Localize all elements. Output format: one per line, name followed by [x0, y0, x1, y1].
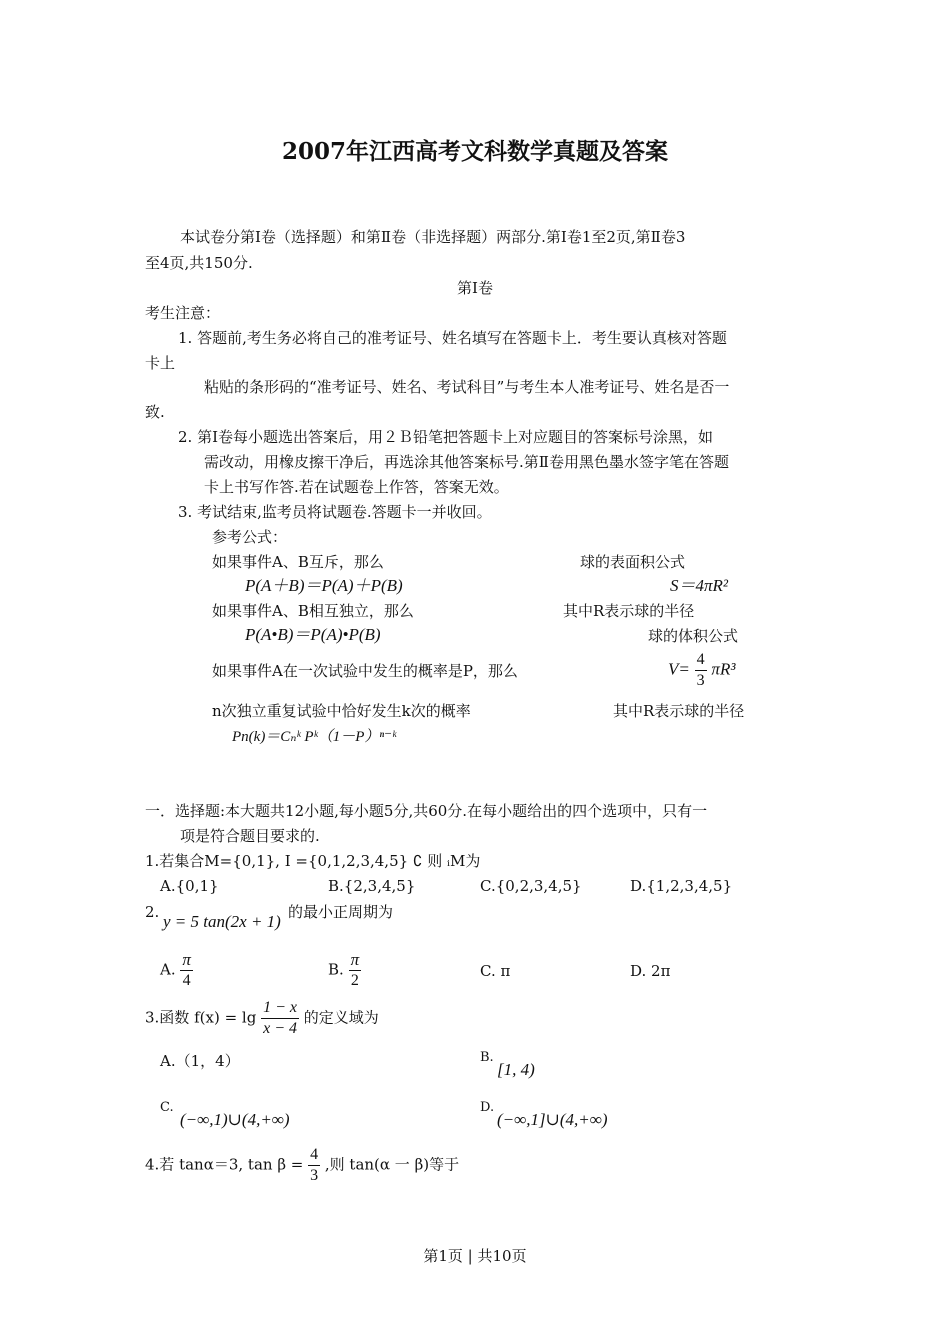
- question-2-option-a-fraction: [180, 950, 193, 991]
- question-3-prefix: 3.函数 f(x) = lg: [145, 1008, 257, 1027]
- notice-3: 3. 考试结束,监考员将试题卷.答题卡一并收回。: [178, 503, 492, 521]
- question-4-prefix: 4.若 tanα＝3, tan β =: [145, 1155, 304, 1174]
- question-2-option-c: C. π: [480, 962, 511, 980]
- formula-sphere-area-equation: S＝4πR²: [670, 576, 728, 595]
- formula-mutual-label: 如果事件A、B互斥，那么: [212, 553, 384, 571]
- question-2-option-a-denominator: 4: [182, 972, 191, 989]
- question-3-option-c: (−∞,1)∪(4,+∞): [180, 1110, 290, 1129]
- question-4-suffix: ,则 tan(α 一 β)等于: [324, 1155, 460, 1174]
- question-3-option-d-label: D.: [480, 1100, 495, 1115]
- question-2-option-d: D. 2π: [630, 962, 671, 980]
- question-3-numerator: 1 − x: [261, 998, 299, 1019]
- question-4-denominator: 3: [310, 1167, 319, 1184]
- question-2-option-b-fraction: [349, 950, 362, 991]
- question-3-suffix: 的定义域为: [303, 1008, 379, 1027]
- question-1-option-a: A.{0,1}: [160, 877, 219, 895]
- formula-sphere-area-label: 球的表面积公式: [580, 553, 686, 571]
- question-2-option-b-denominator: 2: [350, 972, 359, 989]
- question-4-numerator: 4: [308, 1145, 320, 1166]
- question-3-option-d: (−∞,1]∪(4,+∞): [497, 1110, 608, 1129]
- notice-2-line-1: 2. 第Ⅰ卷每小题选出答案后，用２Ｂ铅笔把答题卡上对应题目的答案标号涂黑，如: [178, 428, 714, 446]
- notice-1-line-2: 卡上: [145, 354, 176, 372]
- intro-line-1: 本试卷分第Ⅰ卷（选择题）和第Ⅱ卷（非选择题）两部分.第Ⅰ卷1至2页,第Ⅱ卷3: [180, 228, 686, 246]
- question-2-expression: y = 5 tan(2x + 1): [163, 912, 281, 931]
- volume-fraction: [695, 650, 707, 691]
- question-2-option-a-numerator: π: [182, 950, 191, 969]
- formulas-heading: 参考公式：: [212, 528, 288, 546]
- question-3-denominator: x − 4: [263, 1020, 297, 1037]
- question-3: [145, 998, 379, 1039]
- formula-binomial-label: n次独立重复试验中恰好发生k次的概率: [212, 702, 471, 720]
- question-2-text: 的最小正周期为: [288, 903, 394, 921]
- formula-sphere-volume-label: 球的体积公式: [648, 627, 739, 645]
- question-4: [145, 1145, 459, 1186]
- notice-2-line-2: 需改动，用橡皮擦干净后，再选涂其他答案标号.第Ⅱ卷用黑色墨水签字笔在答题: [204, 453, 729, 471]
- question-1-option-d: D.{1,2,3,4,5}: [630, 877, 733, 895]
- question-2-option-a-label: A.: [160, 960, 176, 979]
- notice-heading: 考生注意：: [145, 304, 221, 322]
- question-3-option-c-label: C.: [160, 1100, 174, 1115]
- volume-rhs: πR³: [711, 659, 736, 679]
- part-heading: 第Ⅰ卷: [457, 279, 493, 297]
- question-2-option-a: [160, 950, 193, 991]
- question-1-option-b: B.{2,3,4,5}: [328, 877, 416, 895]
- volume-fraction-denominator: 3: [696, 672, 705, 689]
- intro-line-2: 至4页,共150分.: [145, 254, 253, 272]
- formula-radius-note-2: 其中R表示球的半径: [613, 702, 745, 720]
- volume-lhs: V=: [668, 659, 690, 679]
- question-3-option-b: [1, 4): [497, 1060, 535, 1079]
- formula-independent-equation: P(A•B)＝P(A)•P(B): [245, 625, 381, 644]
- notice-1-line-4: 致.: [145, 403, 165, 421]
- formula-independent-label: 如果事件A、B相互独立，那么: [212, 602, 414, 620]
- notice-1-line-3: 粘贴的条形码的“准考证号、姓名、考试科目”与考生本人准考证号、姓名是否一: [204, 378, 730, 396]
- formula-radius-note-1: 其中R表示球的半径: [563, 602, 695, 620]
- notice-2-line-3: 卡上书写作答.若在试题卷上作答，答案无效。: [204, 478, 509, 496]
- question-1-option-c: C.{0,2,3,4,5}: [480, 877, 582, 895]
- section-1-heading-line-1: 一．选择题:本大题共12小题,每小题5分,共60分.在每小题给出的四个选项中，只有一: [145, 802, 708, 820]
- question-2-option-b: [328, 950, 361, 991]
- question-4-fraction: [308, 1145, 320, 1186]
- document-title: 2007年江西高考文科数学真题及答案: [281, 138, 668, 165]
- question-2-option-b-numerator: π: [350, 950, 360, 969]
- volume-fraction-numerator: 4: [695, 650, 707, 671]
- formula-mutual-equation: P(A＋B)＝P(A)＋P(B): [245, 576, 403, 595]
- notice-1-line-1: 1. 答题前,考生务必将自己的准考证号、姓名填写在答题卡上．考生要认真核对答题: [178, 329, 727, 347]
- page-footer: 第1页 | 共10页: [423, 1247, 527, 1265]
- question-3-option-b-label: B.: [480, 1050, 494, 1065]
- question-3-fraction: [261, 998, 299, 1039]
- question-2-number: 2.: [145, 903, 160, 921]
- section-1-heading-line-2: 项是符合题目要求的.: [180, 827, 320, 845]
- formula-probability-label: 如果事件A在一次试验中发生的概率是P，那么: [212, 662, 518, 680]
- question-3-option-a: A.（1，4）: [160, 1052, 240, 1070]
- question-2-option-b-label: B.: [328, 960, 344, 979]
- question-1: 1.若集合M={0,1}, I ={0,1,2,3,4,5} ∁ 则 ᵢM为: [145, 852, 481, 870]
- formula-binomial-equation: Pn(k)＝Cₙᵏ Pᵏ（1－P）ⁿ⁻ᵏ: [232, 729, 397, 745]
- formula-sphere-volume-equation: [668, 650, 735, 691]
